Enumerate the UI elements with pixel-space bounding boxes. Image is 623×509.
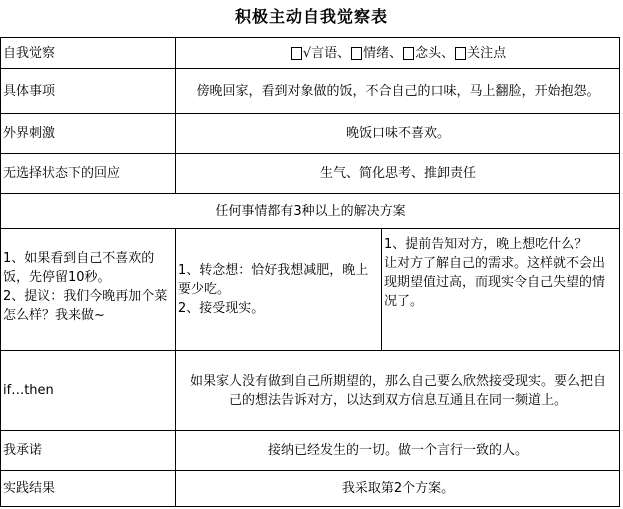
label-stimulus: 外界刺激 — [1, 114, 176, 154]
label-event: 具体事项 — [1, 69, 176, 114]
label-result: 实践结果 — [1, 471, 176, 506]
awareness-options — [176, 38, 620, 69]
promise-value: 接纳已经发生的一切。做一个言行一致的人。 — [176, 431, 620, 471]
checkbox-thought-icon — [403, 47, 414, 60]
checkbox-focus-icon — [455, 47, 466, 60]
label-self-awareness: 自我觉察 — [1, 38, 176, 69]
option-thought: 念头、 — [415, 45, 455, 61]
label-ifthen: if…then — [1, 351, 176, 431]
awareness-table — [0, 37, 620, 507]
option-focus: 关注点 — [467, 45, 507, 61]
checkbox-speech-icon — [291, 47, 302, 60]
stimulus-value: 晚饭口味不喜欢。 — [176, 114, 620, 154]
page-title: 积极主动自我觉察表 — [234, 7, 388, 26]
option-speech: √言语、 — [302, 45, 351, 61]
result-value: 我采取第2个方案。 — [341, 481, 455, 496]
option-emotion: 情绪、 — [363, 45, 403, 61]
solution-2: 1、转念想：恰好我想减肥，晚上要少吃。 2、接受现实。 — [176, 229, 382, 351]
checkbox-emotion-icon — [351, 47, 362, 60]
ifthen-value: 如果家人没有做到自己所期望的，那么自己要么欣然接受现实。要么把自己的想法告诉对方，以达到双方信息互通且在同一频道上。 — [176, 351, 620, 431]
label-promise: 我承诺 — [1, 431, 176, 471]
event-value: 傍晚回家，看到对象做的饭，不合自己的口味，马上翻脸，开始抱怨。 — [176, 69, 620, 114]
label-response: 无选择状态下的回应 — [1, 154, 176, 194]
solution-3: 1、提前告知对方，晚上想吃什么？ 让对方了解自己的需求。这样就不会出现期望值过高，而现实令自己失望的情况了。 — [382, 229, 620, 351]
response-value: 生气、简化思考、推卸责任 — [176, 154, 620, 194]
solutions-header: 任何事情都有3种以上的解决方案 — [1, 194, 620, 229]
solution-1: 1、如果看到自己不喜欢的饭，先停留10秒。 2、提议：我们今晚再加个菜怎么样？我来做~ — [1, 229, 176, 351]
